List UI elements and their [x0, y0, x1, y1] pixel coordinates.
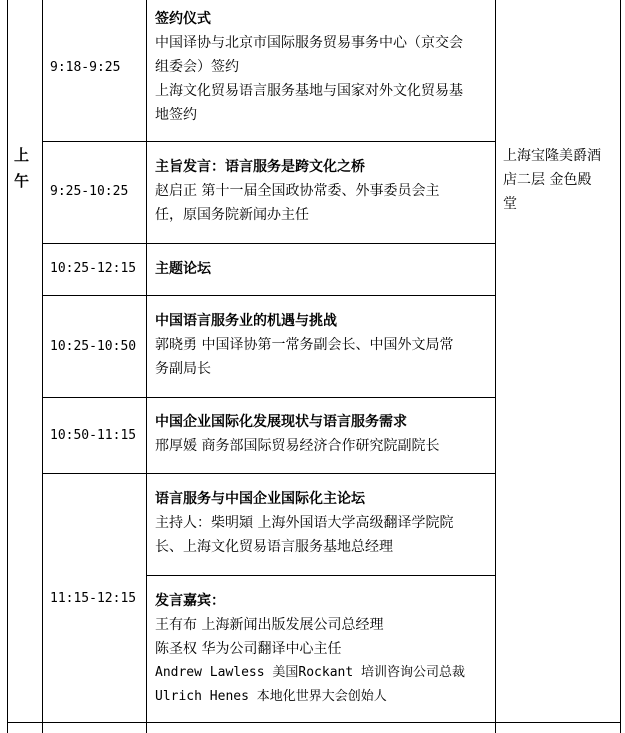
session-label: [14, 142, 34, 194]
item-line: 邢厚媛 商务部国际贸易经济合作研究院副院长: [155, 438, 440, 454]
speaker-line: Andrew Lawless 美国Rockant 培训咨询公司总裁: [155, 665, 466, 680]
item-line: 组委会）签约: [155, 59, 239, 75]
row-divider: [42, 243, 496, 244]
speaker-line: 陈圣权 华为公司翻译中心主任: [155, 641, 342, 657]
item-line: 务副局长: [155, 361, 211, 377]
venue-line: 堂: [503, 196, 517, 212]
item-line: 上海文化贸易语言服务基地与国家对外文化贸易基: [155, 83, 463, 99]
time-cell: 9:18-9:25: [50, 60, 121, 75]
item-line: 长、上海文化贸易语言服务基地总经理: [155, 539, 393, 555]
agenda-item: [155, 257, 493, 281]
speaker-list-title: 发言嘉宾：: [155, 593, 225, 609]
table-border-left: [7, 0, 8, 733]
venue-line: 上海宝隆美爵酒: [503, 148, 601, 164]
column-divider: [495, 0, 496, 733]
item-title: 主题论坛: [155, 261, 211, 277]
item-title: 主旨发言：语言服务是跨文化之桥: [155, 159, 365, 175]
row-divider: [42, 473, 496, 474]
time-cell: 10:25-10:50: [50, 339, 137, 354]
agenda-item: [155, 7, 493, 127]
item-line: 郭晓勇 中国译协第一常务副会长、中国外文局常: [155, 337, 454, 353]
speaker-list: [155, 589, 493, 709]
row-divider: [42, 397, 496, 398]
item-line: 地签约: [155, 107, 197, 123]
column-divider: [146, 0, 147, 733]
table-border-right: [620, 0, 621, 733]
item-line: 主持人：柴明熲 上海外国语大学高级翻译学院院: [155, 515, 454, 531]
agenda-item: [155, 309, 493, 381]
speaker-line: 王有布 上海新闻出版发展公司总经理: [155, 617, 384, 633]
session-label-char: 午: [14, 172, 30, 190]
item-title: 签约仪式: [155, 11, 211, 27]
row-divider: [42, 295, 496, 296]
row-divider: [42, 141, 496, 142]
item-line: 中国译协与北京市国际服务贸易事务中心（京交会: [155, 35, 463, 51]
venue-line: 店二层 金色殿: [503, 172, 592, 188]
item-line: 任，原国务院新闻办主任: [155, 207, 309, 223]
session-label-char: 上: [14, 146, 30, 164]
speaker-line: Ulrich Henes 本地化世界大会创始人: [155, 689, 387, 704]
time-cell: 10:25-12:15: [50, 261, 137, 276]
item-line: 赵启正 第十一届全国政协常委、外事委员会主: [155, 183, 440, 199]
time-cell: 11:15-12:15: [50, 591, 137, 606]
item-title: 语言服务与中国企业国际化主论坛: [155, 491, 365, 507]
venue: [503, 144, 618, 216]
sub-row-divider: [146, 575, 496, 576]
agenda-item: [155, 487, 493, 559]
time-cell: 10:50-11:15: [50, 428, 137, 443]
column-divider: [42, 0, 43, 733]
item-title: 中国企业国际化发展现状与语言服务需求: [155, 414, 407, 430]
time-cell: 9:25-10:25: [50, 184, 129, 199]
row-divider: [7, 722, 621, 723]
agenda-item: [155, 155, 493, 227]
item-title: 中国语言服务业的机遇与挑战: [155, 313, 337, 329]
agenda-item: [155, 410, 493, 458]
